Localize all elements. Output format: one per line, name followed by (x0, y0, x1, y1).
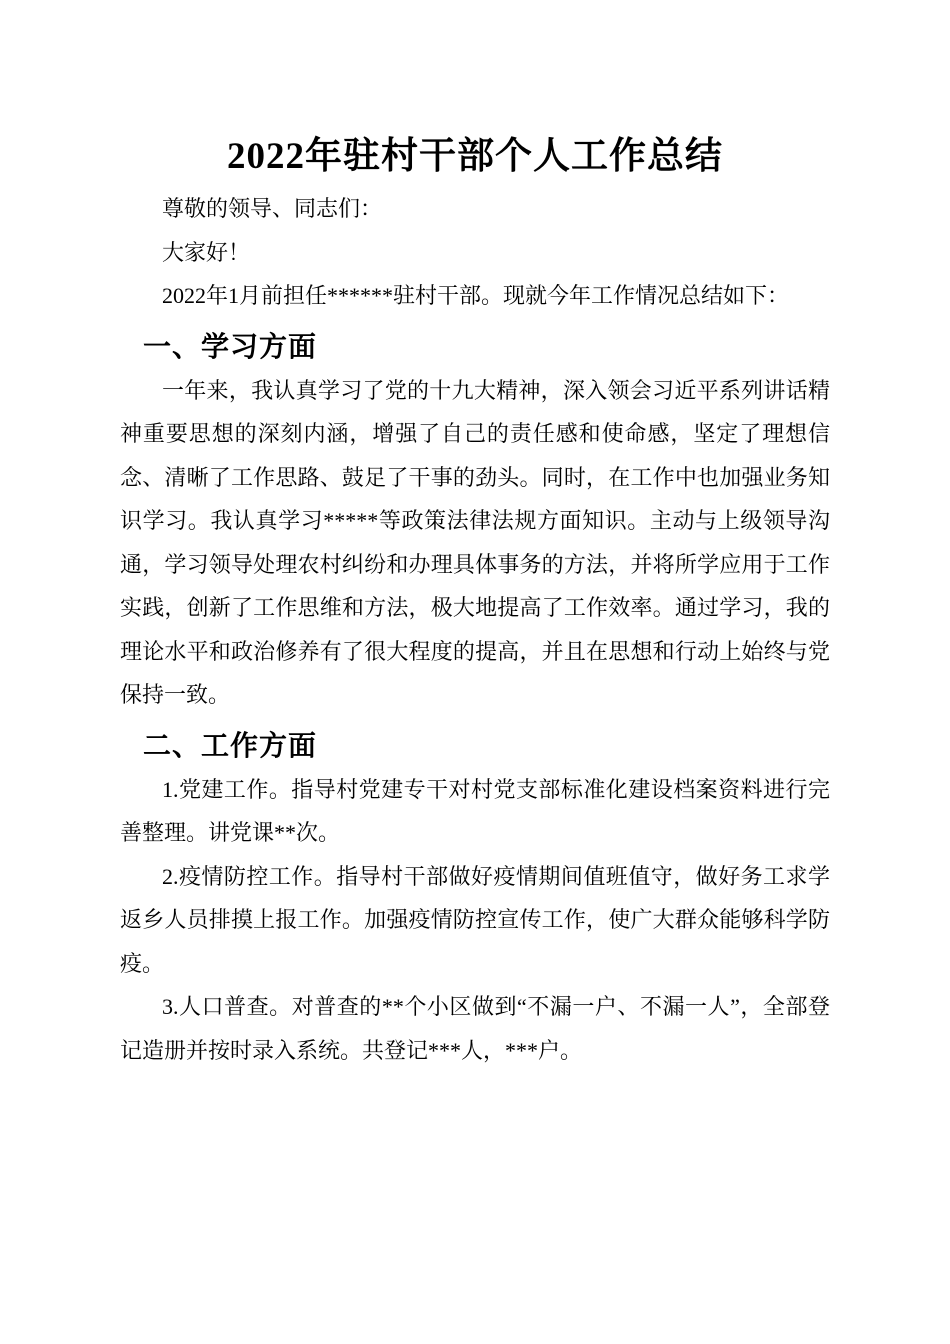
document-title: 2022年驻村干部个人工作总结 (227, 136, 723, 177)
paragraph-work-party-building: 1.党建工作。指导村党建专干对村党支部标准化建设档案资料进行完善整理。讲党课**次。 (120, 776, 830, 845)
paragraph-intro: 2022年1月前担任******驻村干部。现就今年工作情况总结如下： (162, 283, 790, 308)
paragraph-greeting: 大家好！ (162, 239, 251, 265)
section-heading-study: 一、学习方面 (143, 330, 318, 362)
paragraph-salutation: 尊敬的领导、同志们： (162, 196, 383, 221)
paragraph-work-census: 3.人口普查。对普查的**个小区做到“不漏一户、不漏一人”，全部登记造册并按时录入系统。共登记***人，***户。 (120, 994, 830, 1063)
paragraph-study-summary: 一年来，我认真学习了党的十九大精神，深入领会习近平系列讲话精神重要思想的深刻内涵，增强了自己的责任感和使命感，坚定了理想信念、清晰了工作思路、鼓足了干事的劲头。同时，在工作中也加强业务知识学习。我认真学习*****等政策法律法规方面知识。主动与上级领导沟通，学习领导处理农村纠纷和办理具体事务的方法，并将所学应用于工作实践，创新了工作思维和方法，极大地提高了工作效率。通过学习，我的理论水平和政治修养有了很大程度的提高，并且在思想和行动上始终与党保持一致。 (120, 377, 830, 707)
section-heading-work: 二、工作方面 (143, 729, 318, 761)
paragraph-work-covid-control: 2.疫情防控工作。指导村干部做好疫情期间值班值守，做好务工求学返乡人员排摸上报工作。加强疫情防控宣传工作，使广大群众能够科学防疫。 (120, 863, 830, 976)
